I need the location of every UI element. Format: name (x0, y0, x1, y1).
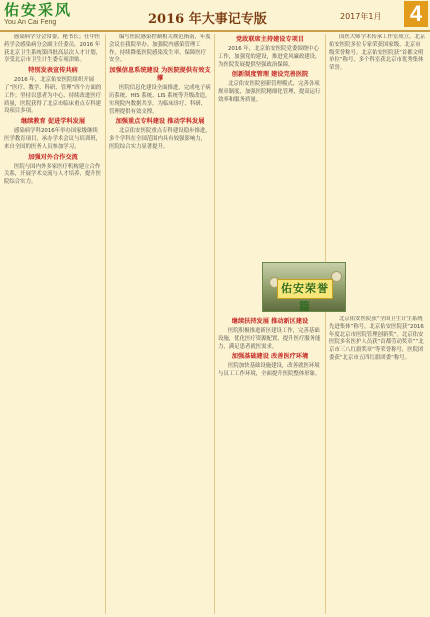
paragraph: 感染病学科2016年举办国家级继续医学教育项目，承办学术会议与培训班，来自全国的医务人员参加学习。 (4, 128, 102, 150)
issue-title: 2016 年大事记专版 (148, 12, 267, 27)
column-3-lower (218, 316, 322, 614)
column-4 (329, 34, 426, 258)
paragraph: 医院信息化建设全面推进，完成电子病历系统、HIS 系统、LIS 系统等升级改造，实现院内数据共享，为临床诊疗、科研、管理提供有效支撑。 (109, 85, 211, 115)
column-3 (218, 34, 322, 258)
section-heading: 加强信息系统建设 为医院提供有效支撑 (109, 67, 211, 83)
column-divider (105, 34, 106, 614)
paragraph: 2016 年，北京佑安医院党委围绕中心工作，加强党的建设，推进党风廉政建设，为医院发展提供坚强政治保障。 (218, 46, 321, 68)
page-header (0, 0, 430, 32)
section-heading: 加强基础建设 改善医疗环境 (231, 353, 309, 361)
paragraph: 2016 年，北京佑安医院组织开展了“医疗、教学、科研、管理”四个方面的工作；坚持以患者为中心、持续改进医疗质量，医院获得了北京市临床重点专科建设项目多项。 (4, 77, 102, 115)
column-divider (214, 34, 215, 614)
column-divider (325, 34, 326, 614)
section-heading: 党政联席主持建设专项目 (235, 36, 305, 43)
section-heading: 继续教育 促进学科发展 (20, 118, 86, 126)
issue-date: 2017年1月 (340, 12, 382, 21)
paragraph: 感染病学分会常委、秘书长；任中医药学会感染病分会副主任委员。2016 年获北京卫生系统第四批高层次人才计划，享受北京市卫生计生委专项津贴。 (4, 34, 102, 64)
paragraph: 医院与国内外多家医疗机构建立合作关系，开展学术交流与人才培养，提升医院综合实力。 (4, 163, 102, 186)
paragraph: 编写医院感染控制相关规范指南，年度会议在我院举办。加强院内感染管理工作，持续降低医院感染发生率，保障医疗安全。 (109, 34, 211, 64)
column-4-lower (329, 316, 426, 614)
honors-banner-image (262, 262, 346, 312)
column-1 (4, 34, 102, 614)
logo-english-title: You An Cai Feng (4, 19, 57, 26)
paragraph: 北京佑安医院创新管理模式，完善各项规章制度，加强医院精细化管理，提高运行效率和服务质量。 (218, 81, 321, 103)
column-2 (109, 34, 211, 614)
logo-chinese-title: 佑安采风 (4, 1, 73, 19)
honors-section-title: 佑安荣誉篇 (277, 279, 333, 299)
section-heading: 创新制度管理 建设完善医院 (231, 71, 309, 79)
paragraph: 北京佑安医院重点专科建设稳步推进，多个学科在全国范围内具有较强影响力，医院综合实力显著提升。 (109, 128, 211, 150)
page-number-badge: 4 (404, 1, 428, 27)
section-heading: 加强重点专科建设 推动学科发展 (115, 118, 205, 126)
paragraph: 北京佑安医院获“全国卫生计生系统先进集体”称号。北京佑安医院获“2016 年度北京市医院管理创新奖”。北京佑安医院多名医护人员获“首都劳动奖章”“北京市三八红旗奖章”等荣誉称号，医院团委获“北京市五四红旗团委”称号。 (329, 316, 424, 361)
paragraph: 医院积极推进新区建设工作，完善基础设施，优化医疗资源配置，提升医疗服务能力，满足患者就医需求。 (218, 328, 321, 350)
newsletter-logo (4, 2, 88, 28)
paragraph: 国医大师学术传承工作室成立。北京佑安医院多位专家荣获国家级、北京市级荣誉称号。北京佑安医院获“首都文明单位”称号，多个科室获北京市优秀集体荣誉。 (329, 34, 426, 72)
paragraph: 医院加快基础设施建设，改善就医环境与员工工作环境，全面提升医院整体形象。 (218, 363, 321, 378)
section-heading: 加强对外合作交流 (28, 153, 78, 161)
section-heading: 特别发表宣传共病 (28, 67, 78, 75)
section-heading: 继续扶持发展 推动新区建设 (231, 318, 309, 325)
